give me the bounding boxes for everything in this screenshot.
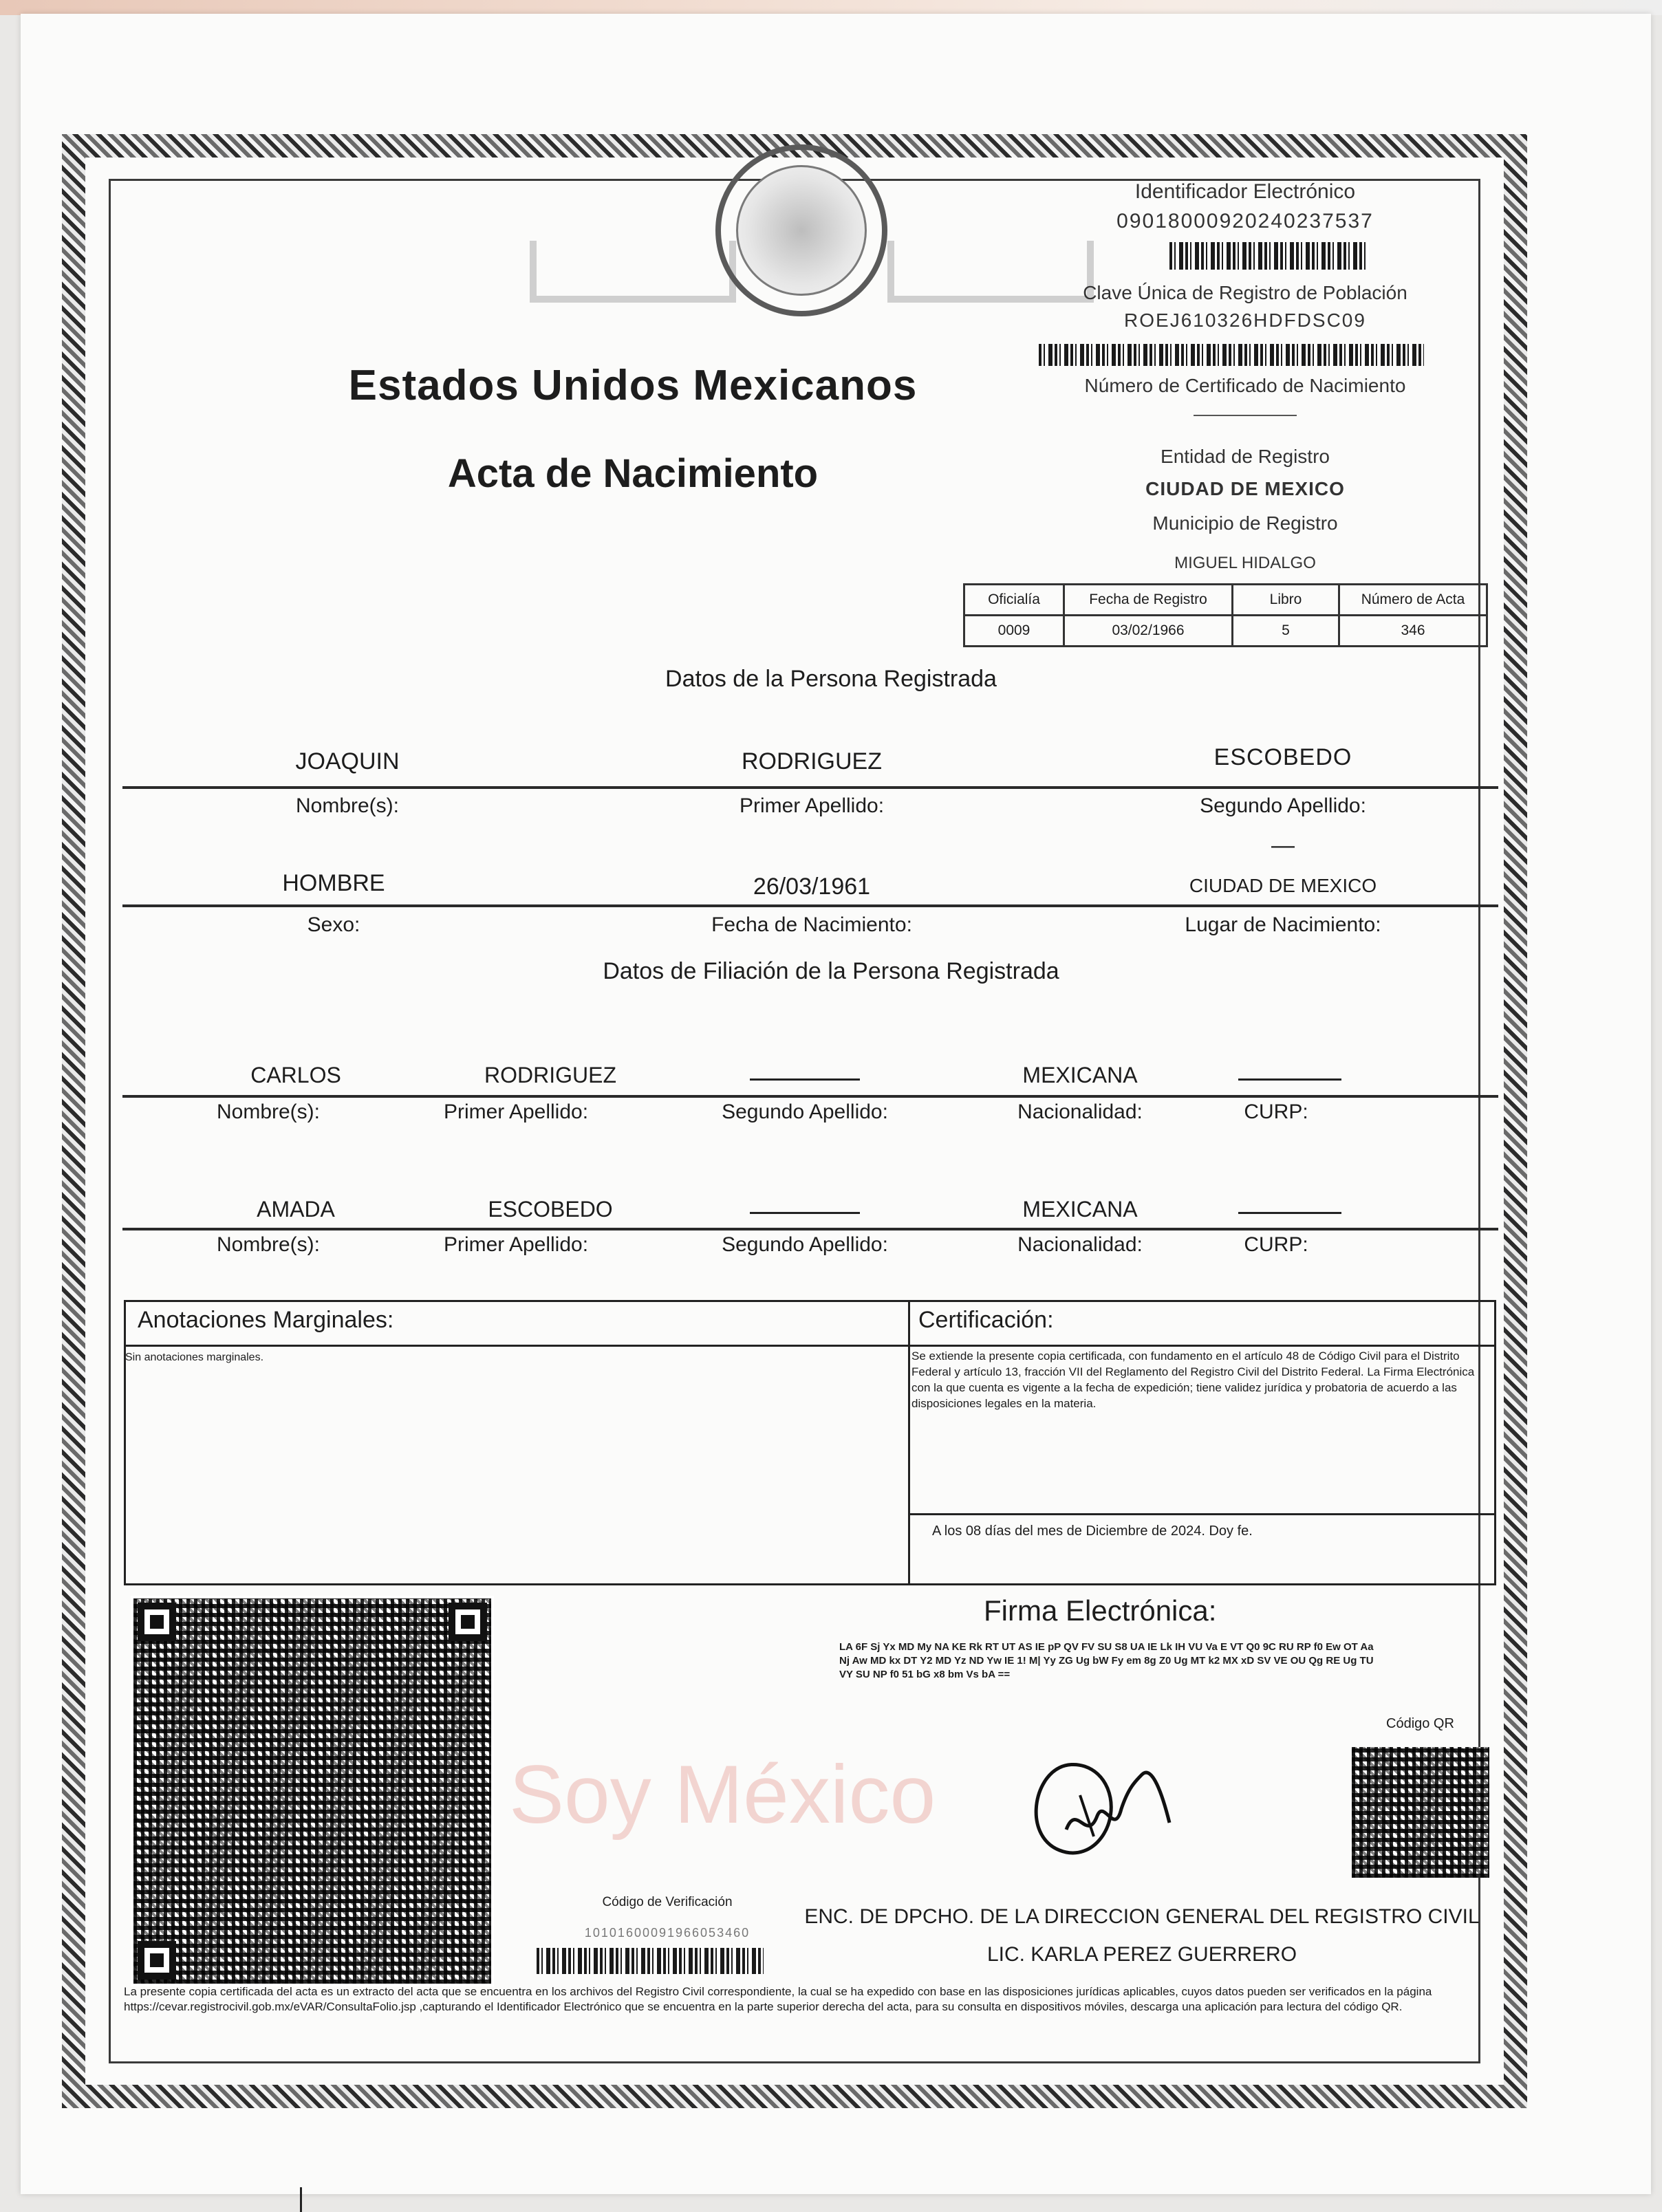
padre-curp-label: CURP: <box>1244 1100 1308 1123</box>
madre-line <box>122 1228 1498 1230</box>
certificacion-fecha: A los 08 días del mes de Diciembre de 2024. Doy fe. <box>932 1524 1253 1539</box>
madre-segundo-apellido-blank <box>750 1212 860 1214</box>
persona-section-title: Datos de la Persona Registrada <box>665 666 997 692</box>
certificacion-text: Se extiende la presente copia certificada, con fundamento en el artículo 48 de Código Civil para el Distrito Federal y artículo 13, fracción VII del Reglamento del Registro Civil del Distrito Federal. La Firma Electrónica con la que cuenta es vigente a la fecha de expedición; tiene validez jurídica y probatoria de acuerdo a las disposiciones legales en la materia. <box>911 1349 1475 1410</box>
anotaciones-title: Anotaciones Marginales: <box>138 1307 394 1333</box>
persona-nombre-label: Nombre(s): <box>295 794 399 817</box>
qr-finder-top-left <box>138 1603 176 1641</box>
padre-segundo-apellido-blank <box>750 1078 860 1081</box>
footer-legal-text: La presente copia certificada del acta es un extracto del acta que se encuentra en los archivos del Registro Civil correspondiente, la cual se ha expedido con base en las disposiciones jurídicas aplicables, cuyos datos pueden ser verificados en la página https://cevar.registrocivil.gob.mx/eVAR/ConsultaFolio.jsp ,capturando el Identificador Electrónico que se encuentra en la parte superior derecha del acta, para su consulta en dispositivos móviles, descarga una aplicación para lectura del código QR. <box>124 1985 1432 2013</box>
anotaciones-text: Sin anotaciones marginales. <box>125 1352 264 1363</box>
padre-nacionalidad-label: Nacionalidad: <box>1017 1100 1143 1123</box>
small-qr-code <box>1352 1747 1489 1878</box>
oficialia-header: Oficialía <box>964 585 1064 616</box>
madre-nacionalidad-label: Nacionalidad: <box>1017 1233 1143 1256</box>
libro-header: Libro <box>1233 585 1339 616</box>
madre-nacionalidad: MEXICANA <box>1022 1197 1138 1222</box>
persona-segundo-apellido-label: Segundo Apellido: <box>1200 794 1366 817</box>
madre-primer-apellido: ESCOBEDO <box>488 1197 613 1222</box>
firma-title: Firma Electrónica: <box>984 1594 1217 1627</box>
cert-date-line <box>908 1513 1496 1515</box>
entidad-value: CIUDAD DE MEXICO <box>1145 478 1345 499</box>
persona-lugar-label: Lugar de Nacimiento: <box>1185 913 1381 936</box>
madre-curp-label: CURP: <box>1244 1233 1308 1256</box>
persona-line-2 <box>122 904 1498 907</box>
padre-segundo-apellido-label: Segundo Apellido: <box>722 1100 888 1123</box>
persona-sexo-label: Sexo: <box>307 913 360 936</box>
top-strip <box>0 0 1662 15</box>
persona-dash: — <box>1271 832 1295 858</box>
verif-barcode <box>537 1948 764 1974</box>
persona-fecha-nacimiento: 26/03/1961 <box>753 874 871 900</box>
firma-code: LA 6F Sj Yx MD My NA KE Rk RT UT AS IE pP QV FV SU S8 UA IE Lk IH VU Va E VT Q0 9C RU RP f0 Ew OT Aa Nj Aw MD kx DT Y2 MD Yz ND Yw IE 1! M| Yy ZG Ug bW Fy em 8g Z0 Ug MT k2 MX xD SV VE OU Qg RE Ug TU VY SU NP f0 51 bG x8 bm Vs bA == <box>839 1641 1374 1680</box>
padre-nombre: CARLOS <box>250 1063 341 1087</box>
persona-line-1 <box>122 786 1498 789</box>
oficialia-value: 0009 <box>964 616 1064 647</box>
fecha-registro-value: 03/02/1966 <box>1064 616 1233 647</box>
official-line-1: ENC. DE DPCHO. DE LA DIRECCION GENERAL DEL REGISTRO CIVIL <box>804 1905 1480 1928</box>
fecha-registro-header: Fecha de Registro <box>1064 585 1233 616</box>
watermark-text: Soy México <box>509 1748 936 1841</box>
municipio-label: Municipio de Registro <box>1152 512 1338 534</box>
verification-qr-code <box>131 1596 494 1986</box>
anotaciones-certificacion-box <box>124 1300 1496 1585</box>
bottom-tick <box>300 2187 302 2212</box>
identificador-value: 09018000920240237537 <box>1116 210 1374 232</box>
registro-header-row <box>964 585 1487 616</box>
municipio-value: MIGUEL HIDALGO <box>1174 554 1316 572</box>
padre-nombre-label: Nombre(s): <box>216 1100 320 1123</box>
country-title: Estados Unidos Mexicanos <box>348 362 918 409</box>
padre-primer-apellido-label: Primer Apellido: <box>443 1100 589 1123</box>
eagle-emblem-icon <box>736 165 867 296</box>
identificador-barcode <box>1169 242 1369 270</box>
padre-curp-blank <box>1238 1078 1341 1081</box>
certificado-blank <box>1194 415 1297 416</box>
qr-finder-top-right <box>449 1603 487 1641</box>
qr-label: Código QR <box>1386 1716 1454 1731</box>
curp-barcode <box>1039 344 1424 366</box>
identificador-label: Identificador Electrónico <box>1134 180 1356 203</box>
padre-nacionalidad: MEXICANA <box>1022 1063 1138 1087</box>
box-header-line <box>124 1345 1496 1347</box>
curp-value: ROEJ610326HDFDSC09 <box>1124 310 1366 331</box>
registro-value-row <box>964 616 1487 647</box>
madre-segundo-apellido-label: Segundo Apellido: <box>722 1233 888 1256</box>
certificado-label: Número de Certificado de Nacimiento <box>1084 375 1406 396</box>
curp-label: Clave Única de Registro de Población <box>1083 282 1407 303</box>
numero-acta-value: 346 <box>1339 616 1487 647</box>
madre-primer-apellido-label: Primer Apellido: <box>443 1233 589 1256</box>
verif-value: 10101600091966053460 <box>584 1926 751 1940</box>
verif-label: Código de Verificación <box>602 1895 733 1909</box>
document-title: Acta de Nacimiento <box>447 451 819 496</box>
qr-finder-bottom-left <box>138 1941 176 1980</box>
persona-sexo: HOMBRE <box>282 870 385 896</box>
greek-ornament-left <box>530 241 736 303</box>
padre-line <box>122 1095 1498 1098</box>
madre-nombre: AMADA <box>257 1197 335 1222</box>
certificacion-title: Certificación: <box>918 1307 1054 1333</box>
libro-value: 5 <box>1233 616 1339 647</box>
madre-curp-blank <box>1238 1212 1341 1214</box>
persona-fecha-label: Fecha de Nacimiento: <box>711 913 912 936</box>
filiacion-section-title: Datos de Filiación de la Persona Registrada <box>603 958 1059 984</box>
handwritten-signature <box>1018 1740 1197 1871</box>
numero-acta-header: Número de Acta <box>1339 585 1487 616</box>
entidad-label: Entidad de Registro <box>1161 446 1330 467</box>
official-line-2: LIC. KARLA PEREZ GUERRERO <box>986 1943 1297 1966</box>
registro-table <box>963 583 1488 647</box>
box-divider <box>908 1300 910 1585</box>
persona-nombre: JOAQUIN <box>295 748 400 774</box>
persona-primer-apellido-label: Primer Apellido: <box>739 794 885 817</box>
persona-lugar-nacimiento: CIUDAD DE MEXICO <box>1189 875 1377 896</box>
padre-primer-apellido: RODRIGUEZ <box>484 1063 616 1087</box>
persona-primer-apellido: RODRIGUEZ <box>742 748 882 774</box>
persona-segundo-apellido: ESCOBEDO <box>1213 744 1352 770</box>
madre-nombre-label: Nombre(s): <box>216 1233 320 1256</box>
